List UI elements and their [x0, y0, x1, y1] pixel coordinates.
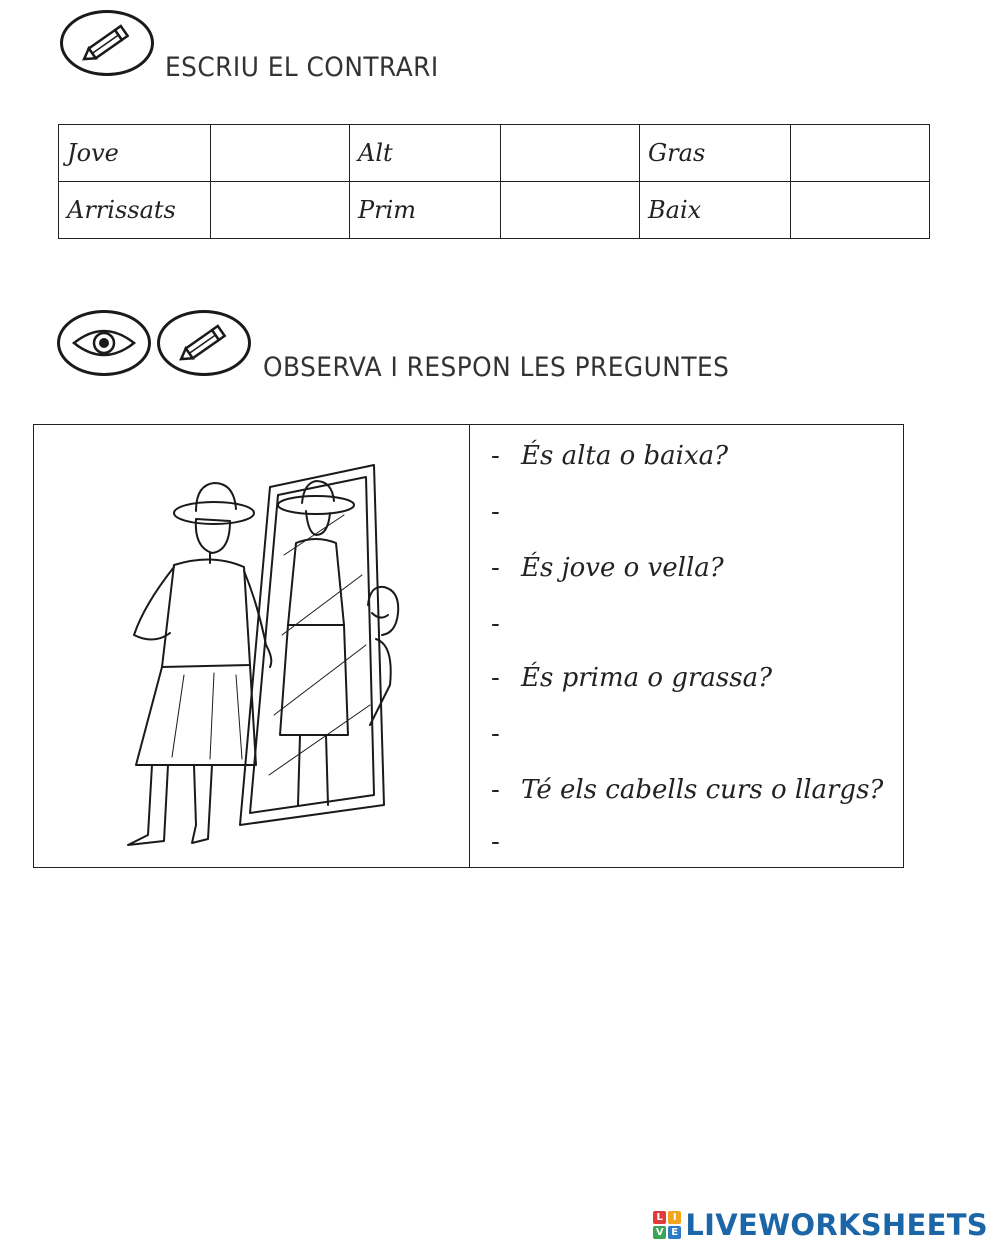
- question-1: - És alta o baixa?: [491, 441, 729, 471]
- answer-field[interactable]: [211, 182, 350, 239]
- word-cell: Alt: [350, 125, 501, 182]
- divider: [469, 425, 470, 867]
- answer-line-4[interactable]: -: [491, 827, 500, 857]
- section-title: ESCRIU EL CONTRARI: [165, 52, 439, 83]
- word-cell: Baix: [640, 182, 791, 239]
- liveworksheets-logo: [653, 1208, 988, 1242]
- answer-field[interactable]: [791, 182, 930, 239]
- answer-field[interactable]: [501, 182, 640, 239]
- table-row: [59, 125, 930, 182]
- word-cell: Gras: [640, 125, 791, 182]
- table-row: [59, 182, 930, 239]
- question-4: - Té els cabells curs o llargs?: [491, 775, 884, 805]
- brand-name: LIVEWORKSHEETS: [685, 1208, 988, 1242]
- observe-box: [33, 424, 904, 868]
- woman-mirror-illustration: [44, 435, 464, 855]
- answer-line-1[interactable]: -: [491, 497, 500, 527]
- answer-field[interactable]: [501, 125, 640, 182]
- answer-field[interactable]: [211, 125, 350, 182]
- word-cell: Arrissats: [59, 182, 211, 239]
- word-cell: Jove: [59, 125, 211, 182]
- pencil-icon: [60, 10, 154, 76]
- logo-letter: L: [653, 1211, 666, 1224]
- question-2: - És jove o vella?: [491, 553, 724, 583]
- opposites-table: [58, 124, 930, 239]
- eye-icon: [57, 310, 151, 376]
- logo-letter: E: [668, 1226, 681, 1239]
- logo-letter: I: [668, 1211, 681, 1224]
- logo-letter: V: [653, 1226, 666, 1239]
- answer-line-2[interactable]: -: [491, 609, 500, 639]
- answer-line-3[interactable]: -: [491, 719, 500, 749]
- word-cell: Prim: [350, 182, 501, 239]
- answer-field[interactable]: [791, 125, 930, 182]
- question-3: - És prima o grassa?: [491, 663, 773, 693]
- brand-logo-icon: [653, 1211, 681, 1239]
- pencil-icon: [157, 310, 251, 376]
- section-title: OBSERVA I RESPON LES PREGUNTES: [263, 352, 730, 383]
